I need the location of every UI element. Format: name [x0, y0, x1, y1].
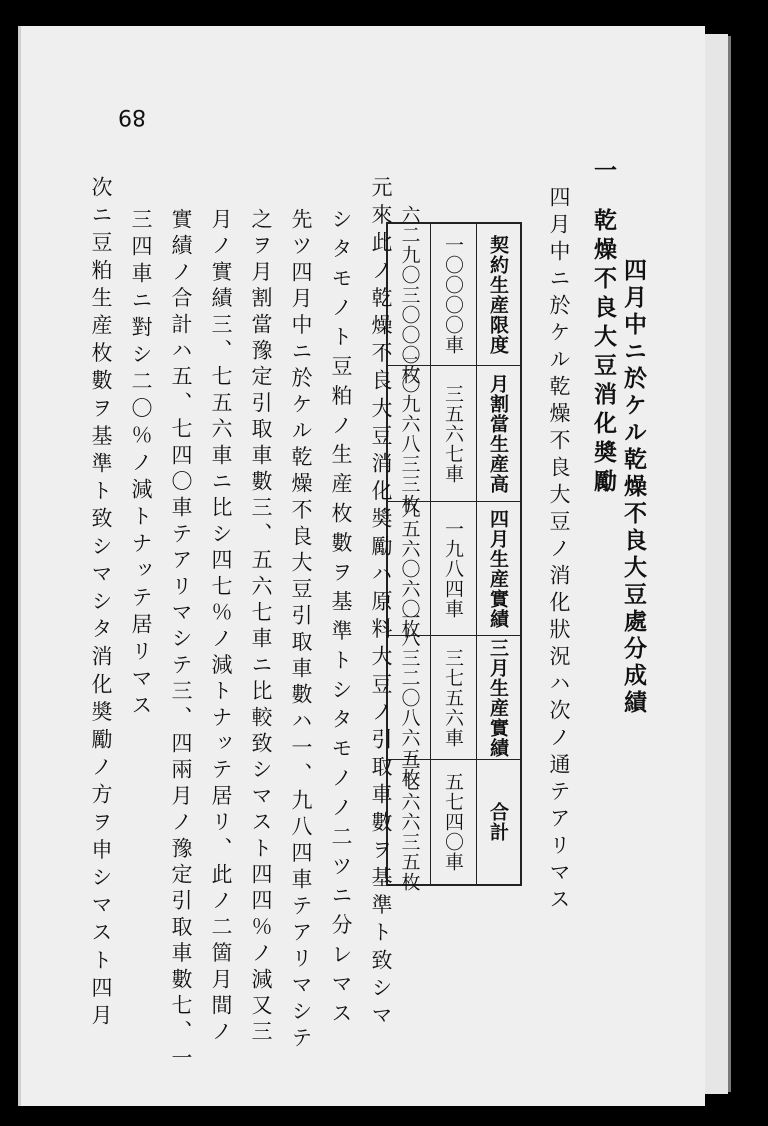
page-edge [705, 34, 728, 1094]
section-number: 一 [590, 158, 617, 185]
table-cell-vehicles: 一〇〇〇〇車 [430, 224, 476, 365]
table-cell-vehicles: 三五六七車 [430, 366, 476, 501]
table-row [388, 607, 520, 788]
table-row [388, 204, 520, 385]
paragraph-line: 先ツ四月中ニ於ケル乾燥不良大豆引取車數ハ一、九八四車テアリマシテ [289, 208, 313, 1053]
section-title: 乾燥不良大豆消化奬勵 [590, 208, 617, 498]
paragraph-line: 實績ノ合計ハ五、七四〇車テアリマシテ三、四兩月ノ豫定引取車數七、一 [169, 208, 193, 1073]
table-cell-sheets: 二〇九六八三三枚 [398, 353, 421, 514]
table-header: 三月生産實績 [476, 636, 520, 759]
table-cell-sheets: 六二九〇三〇〇〇枚 [398, 204, 421, 385]
table-row [388, 353, 520, 514]
paragraph-line: 元來此ノ乾燥不良大豆消化奬勵ハ原料大豆ノ引取車數ヲ基準ト致シマ [369, 176, 393, 1032]
table-cell-sheets: 二七六六三五枚 [398, 752, 421, 892]
table-header: 契約生産限度 [476, 224, 520, 365]
page-number: 89 [118, 104, 146, 129]
table-header: 合計 [476, 760, 520, 884]
table-header: 月割當生産高 [476, 366, 520, 501]
page-edge-shadow [728, 36, 731, 1092]
paragraph-line: 三四車ニ對シ二〇％ノ減トナッテ居リマス [129, 208, 153, 721]
table-cell-sheets: 一八三二〇八六五枚 [398, 607, 421, 788]
paragraph-line: 月ノ實績三、七五六車ニ比シ四七％ノ減トナッテ居リ、此ノ二箇月間ノ [209, 208, 233, 1047]
table-cell-vehicles: 三七五六車 [430, 636, 476, 759]
table-cell-vehicles: 一九八四車 [430, 502, 476, 635]
page-title: 四月中ニ於ケル乾燥不良大豆處分成績 [620, 258, 647, 717]
table-header: 四月生産實績 [476, 502, 520, 635]
paragraph-line: 之ヲ月割當豫定引取車數三、五六七車ニ比較致シマスト四四％ノ減又三 [249, 208, 273, 1047]
paragraph-line: シタモノト豆粕ノ生産枚數ヲ基準トシタモノノ二ツニ分レマス [329, 208, 353, 1032]
table-cell-vehicles: 五七四〇車 [430, 760, 476, 884]
intro-text: 四月中ニ於ケル乾燥不良大豆ノ消化狀況ハ次ノ通テアリマス [547, 186, 571, 915]
paragraph-line: 次ニ豆粕生産枚數ヲ基準ト致シマシタ消化奬勵ノ方ヲ申シマスト四月 [89, 176, 113, 1032]
data-table [386, 204, 522, 892]
book-page [18, 26, 705, 1106]
table-row [388, 752, 520, 892]
table-cell-sheets: 九五六〇六〇枚 [398, 498, 421, 639]
